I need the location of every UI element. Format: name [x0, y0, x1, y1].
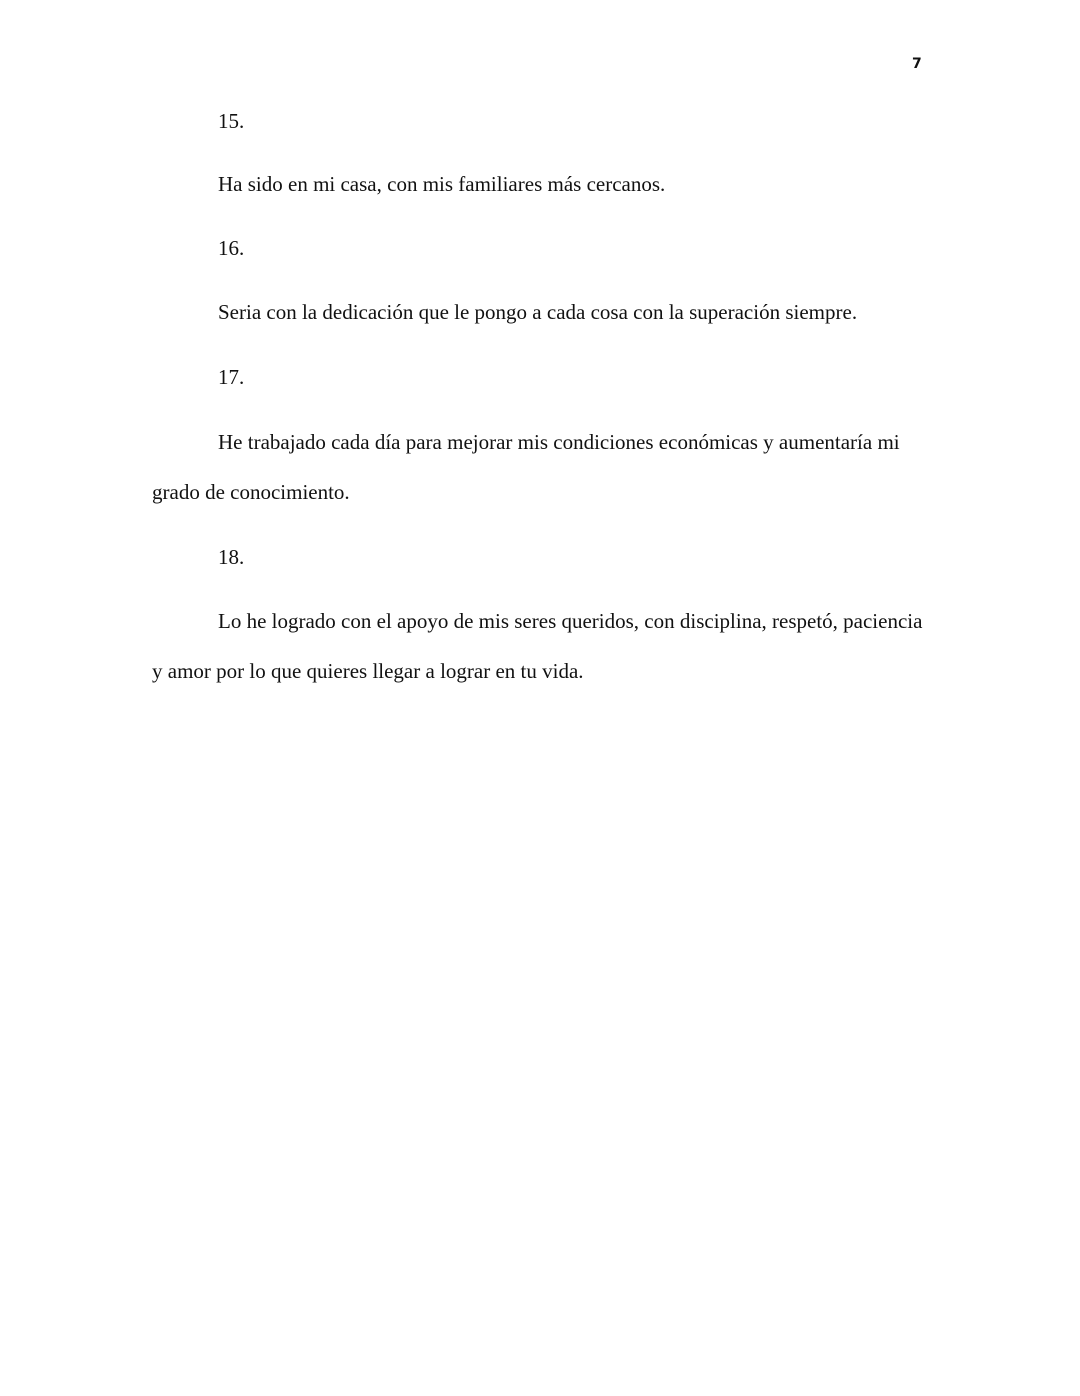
answer-paragraph-17: He trabajado cada día para mejorar mis condiciones económicas y aumentaría mi grado de conocimiento. [152, 430, 900, 504]
item-number-15: 15. [218, 109, 245, 133]
answer-paragraph-15: Ha sido en mi casa, con mis familiares más cercanos. [218, 172, 666, 196]
item-number-18: 18. [218, 545, 245, 569]
page-number: 7 [912, 56, 922, 72]
answer-paragraph-16: Seria con la dedicación que le pongo a cada cosa con la superación siempre. [218, 300, 858, 324]
item-number-16: 16. [218, 236, 245, 260]
answer-paragraph-18: Lo he logrado con el apoyo de mis seres queridos, con disciplina, respetó, paciencia y amor por lo que quieres llegar a lograr en tu vida. [152, 609, 923, 683]
item-number-17: 17. [218, 365, 245, 389]
